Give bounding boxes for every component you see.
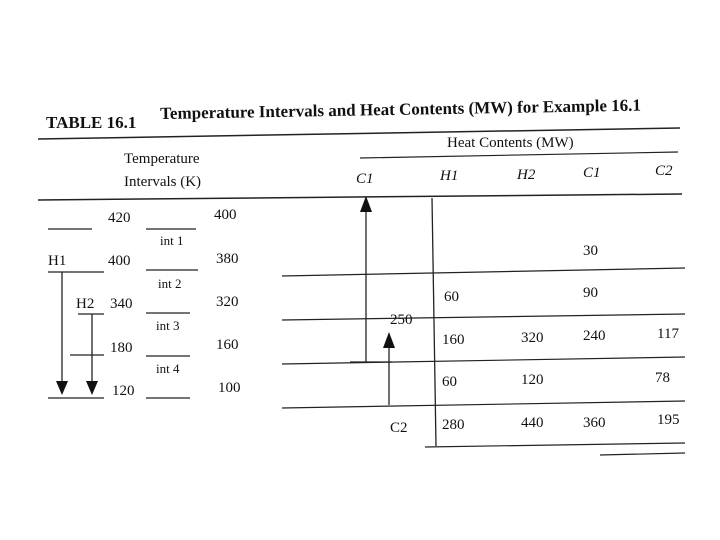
row1-c1: 30 [583,243,598,259]
interval-label-1: int 1 [160,233,184,248]
row2-h1: 60 [444,289,459,305]
row4-h1: 60 [442,374,457,390]
header-bottom-rule [38,194,682,200]
table-caption: Temperature Intervals and Heat Contents (MW) for Example 16.1 [160,95,642,123]
cold-temp-4: 160 [216,337,239,353]
temp-header-line-2: Intervals (K) [124,174,202,190]
row-rule-2 [282,314,685,320]
total-rule [425,443,685,447]
h1-arrow-icon [56,381,68,395]
total-h1: 280 [442,417,465,433]
col-header-h2: H2 [517,167,536,183]
col-header-c1-left: C1 [356,171,374,187]
heat-header-rule [360,152,678,158]
bottom-rule [600,453,685,455]
total-c2: 195 [657,412,680,428]
c1-arrow-icon [360,196,372,212]
hot-temp-5: 120 [112,383,135,399]
row-rule-3 [282,357,685,364]
hot-temp-4: 180 [110,340,133,356]
table-label: TABLE 16.1 [46,113,137,132]
stream-label-c2: C2 [390,420,408,436]
stream-label-h1: H1 [48,253,67,269]
h1-column-rule [432,198,436,446]
total-c1: 360 [583,415,606,431]
cold-temp-2: 380 [216,251,239,267]
row3-h1: 160 [442,332,465,348]
interval-label-2: int 2 [158,276,182,291]
cold-temp-5: 100 [218,380,241,396]
cold-temp-1: 400 [214,207,237,223]
row4-h2: 120 [521,372,544,388]
heat-contents-header: Heat Contents (MW) [447,135,574,151]
row-rule-4 [282,401,685,408]
col-header-h1: H1 [440,168,459,184]
row3-c1: 240 [583,328,606,344]
row3-h2: 320 [521,330,544,346]
cold-inlet-temp: 250 [390,312,413,328]
h2-arrow-icon [86,381,98,395]
total-h2: 440 [521,415,544,431]
hot-temp-3: 340 [110,296,133,312]
row4-c2: 78 [655,370,670,386]
col-header-c2: C2 [655,163,673,179]
cold-temp-3: 320 [216,294,239,310]
row3-c2: 117 [657,326,679,342]
stream-label-h2: H2 [76,296,95,312]
row2-c1: 90 [583,285,598,301]
interval-label-4: int 4 [156,361,180,376]
c2-arrow-icon [383,332,395,348]
hot-temp-1: 420 [108,210,131,226]
temp-header-line-1: Temperature [124,151,200,167]
interval-label-3: int 3 [156,318,180,333]
row-rule-1 [282,268,685,276]
col-header-c1: C1 [583,165,601,181]
hot-temp-2: 400 [108,253,131,269]
